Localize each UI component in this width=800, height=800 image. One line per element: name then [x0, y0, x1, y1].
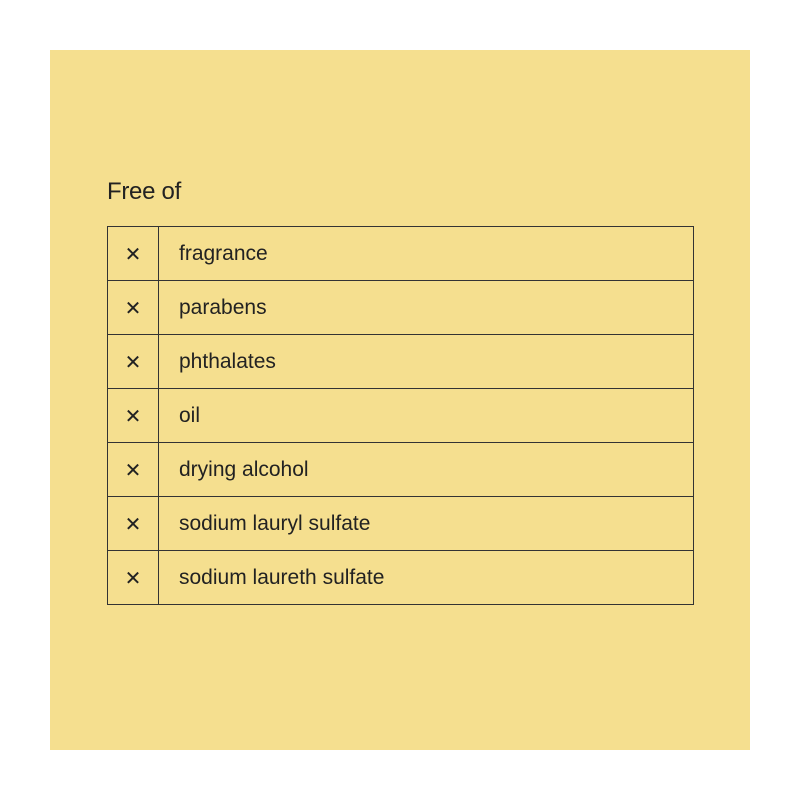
x-mark-icon: ✕	[108, 227, 159, 281]
free-of-heading: Free of	[107, 178, 181, 205]
table-row	[108, 551, 694, 605]
ingredient-label: parabens	[159, 281, 694, 335]
x-mark-icon: ✕	[108, 335, 159, 389]
free-of-table	[107, 226, 694, 605]
x-mark-icon: ✕	[108, 389, 159, 443]
x-mark-icon: ✕	[108, 551, 159, 605]
ingredient-label: sodium laureth sulfate	[159, 551, 694, 605]
ingredient-label: phthalates	[159, 335, 694, 389]
yellow-panel	[50, 50, 750, 750]
ingredient-label: oil	[159, 389, 694, 443]
table-row	[108, 443, 694, 497]
table-row	[108, 389, 694, 443]
x-mark-icon: ✕	[108, 443, 159, 497]
table-row	[108, 497, 694, 551]
table-row	[108, 227, 694, 281]
ingredient-label: fragrance	[159, 227, 694, 281]
x-mark-icon: ✕	[108, 497, 159, 551]
ingredient-label: drying alcohol	[159, 443, 694, 497]
ingredient-label: sodium lauryl sulfate	[159, 497, 694, 551]
x-mark-icon: ✕	[108, 281, 159, 335]
table-row	[108, 335, 694, 389]
table-row	[108, 281, 694, 335]
